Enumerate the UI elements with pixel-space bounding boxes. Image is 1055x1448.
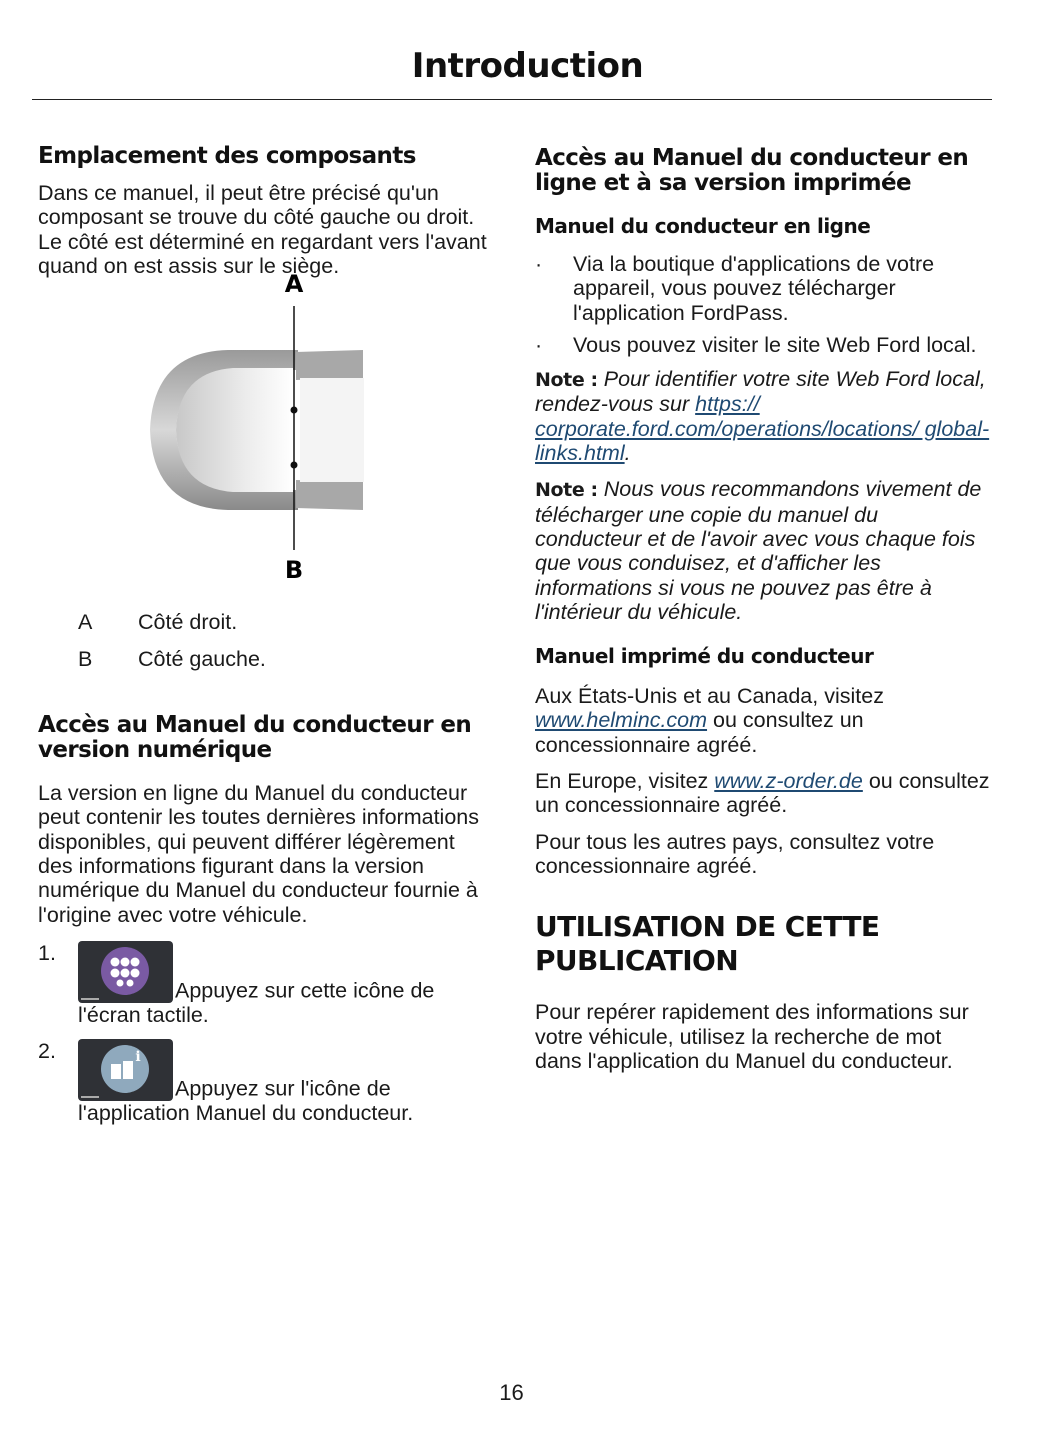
page-number: 16 [499,1380,524,1405]
subheading-online-manual: Manuel du conducteur en ligne [535,214,871,238]
svg-text:i: i [135,1049,141,1066]
text: Aux États-Unis et au Canada, visitez [535,684,884,709]
helminc-link[interactable]: www.helminc.com [535,708,708,733]
legend-text: Côté gauche. [138,647,266,672]
header-divider [32,99,992,100]
step-text: Appuyez sur l'icône de l'application Manuel du conducteur. [78,1076,414,1126]
note-ford-site [535,367,990,465]
printed-us-canada [535,684,990,757]
online-options-list [535,252,990,357]
apps-grid-icon [78,941,173,1003]
text: En Europe, visitez [535,769,709,794]
legend-key: B [78,647,93,672]
note-label: Note : [535,369,598,392]
step-text: Appuyez sur cette icône de l'écran tactile. [78,978,435,1027]
z-order-link[interactable]: www.z-order.de [714,769,863,794]
section-title-digital-manual: Accès au Manuel du conducteur en version numérique [38,712,472,764]
printed-europe [535,769,990,818]
step-2 [38,1039,493,1125]
note-download-copy [535,477,990,624]
right-column [535,140,990,1073]
legend-row [38,610,493,634]
text: ou consultez un concessionnaire agréé. [535,708,864,757]
section-title-online-printed: Accès au Manuel du conducteur en ligne et à sa version imprimée [535,145,969,196]
printed-other-countries: Pour tous les autres pays, consultez votre concessionnaire agréé. [535,829,935,878]
step-1 [38,941,493,1027]
subheading-printed-manual: Manuel imprimé du conducteur [535,644,874,669]
global-links-url[interactable]: https:// corporate.ford.com/operations/locations/ global-links.html [535,392,990,466]
seat-top-view-illustration [38,270,493,600]
label-a: A [284,270,304,299]
step-number: 2. [38,1039,56,1064]
left-column [38,140,493,1126]
section-title-component-location: Emplacement des composants [38,143,416,169]
component-location-text: Dans ce manuel, il peut être précisé qu'un composant se trouve du côté gauche ou droit. Le côté est déterminé en regardant vers l'avant quand on est assis sur le siège. [38,181,487,278]
legend-row [38,647,493,671]
note-text: Pour identifier votre site Web Ford local, rendez-vous sur [535,367,986,417]
using-publication-text: Pour repérer rapidement des informations sur votre véhicule, utilisez la recherche de mot dans l'application du Manuel du conducteur. [535,1000,969,1073]
list-item: · Vous pouvez visiter le site Web Ford local. [535,332,977,357]
section-title-using-publication: UTILISATION DE CETTE PUBLICATION [535,910,880,978]
text: ou consultez un concessionnaire agréé. [535,769,990,818]
page-title: Introduction [411,46,644,86]
seat-figure [38,270,493,600]
note-end: . [624,441,631,466]
digital-manual-text: La version en ligne du Manuel du conducteur peut contenir les toutes dernières informations disponibles, qui peuvent différer légèrement des informations figurant dans la version numérique du Manuel du conducteur fournie à l'origine avec votre véhicule. [38,781,479,927]
step-number: 1. [38,940,56,965]
owner-manual-app-icon [78,1039,173,1101]
legend-key: A [78,610,93,635]
list-item-text: Vous pouvez visiter le site Web Ford local. [573,332,977,357]
list-item: · Via la boutique d'applications de votre appareil, vous pouvez télécharger l'application FordPass. [535,252,935,325]
list-item-text: Via la boutique d'applications de votre appareil, vous pouvez télécharger l'application FordPass. [573,252,935,325]
legend [38,610,493,671]
legend-text: Côté droit. [138,610,238,635]
label-b: B [284,556,304,585]
note-text: Nous vous recommandons vivement de télécharger une copie du manuel du conducteur et de l'avoir avec vous chaque fois que vous conduisez, et d'afficher les informations si vous ne pouvez pas être à l'intérieur du véhicule. [535,477,982,624]
note-label: Note : [535,479,598,502]
